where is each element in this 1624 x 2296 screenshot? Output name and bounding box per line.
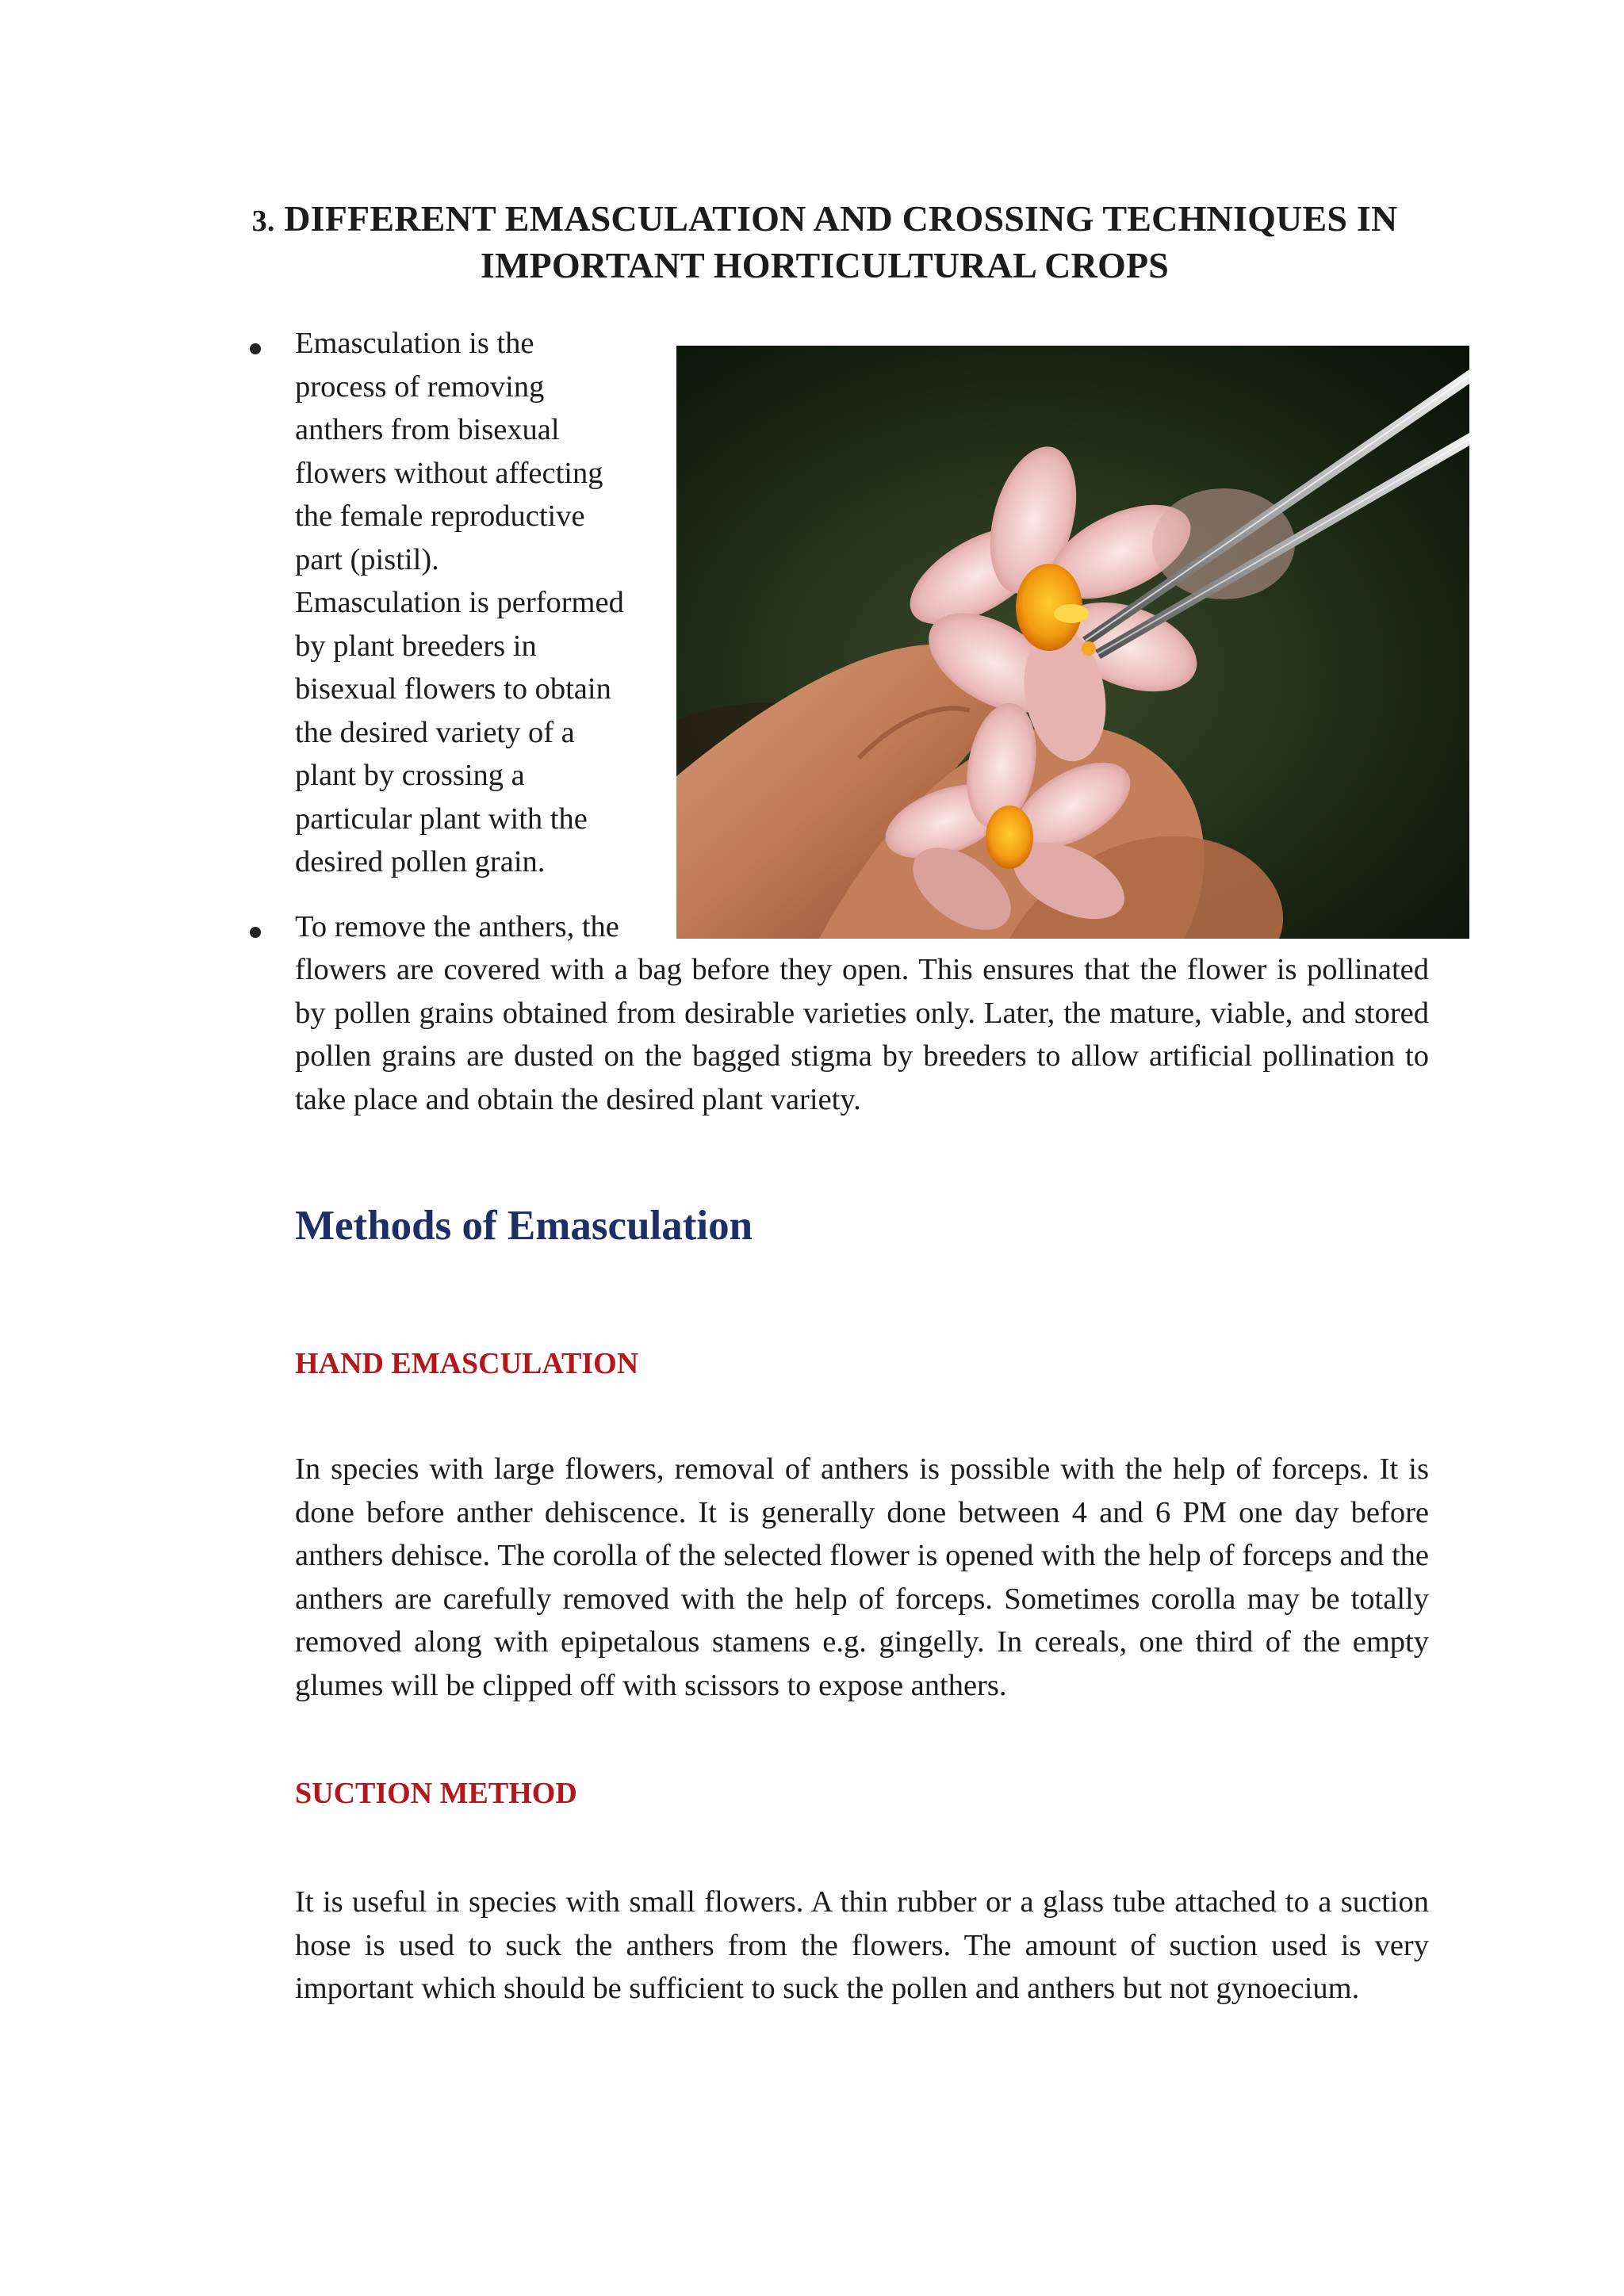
bullet-2-text [295,948,1429,1121]
suction-method-text: It is useful in species with small flowers. A thin rubber or a glass tube attached to a suction hose is used to suck the anthers from the flowers. The amount of suction used is very important which should be sufficient to suck the pollen and anthers but not gynoecium. [295,1885,1429,2005]
page-title [206,197,1443,288]
bullet-1-line: anthers from bisexual [295,413,560,446]
bullet-1-line: bisexual flowers to obtain [295,672,611,706]
hand-emasculation-text: In species with large flowers, removal of anthers is possible with the help of forceps. It is done before anther dehiscence. It is generally done between 4 and 6 PM one day before anthers dehisce. The corolla of the selected flower is opened with the help of forceps and the anthers are carefully removed with the help of forceps. Sometimes corolla may be totally removed along with epipetalous stamens e.g. gingelly. In cereals, one third of the empty glumes will be clipped off with scissors to expose anthers. [295,1452,1429,1702]
bullet-1-line: particular plant with the [295,802,588,836]
bullet-2-first-line: To remove the anthers, the [295,910,619,943]
title-line-2: IMPORTANT HORTICULTURAL CROPS [480,245,1170,285]
bullet-1-line: Emasculation is performed [295,586,624,619]
bullet-1-line: plant by crossing a [295,759,525,792]
bullet-point-2 [250,927,261,938]
methods-heading: Methods of Emasculation [295,1203,753,1249]
section-number: 3. [251,205,275,238]
bullet-2-paragraph: flowers are covered with a bag before they open. This ensures that the flower is pollinated by pollen grains obtained from desirable varieties only. Later, the mature, viable, and stored pollen grains are dusted on the bagged stigma by breeders to allow artificial pollination to take place and obtain the desired plant variety. [295,953,1429,1116]
bullet-1-line: Emasculation is the [295,327,534,360]
bullet-1-line: part (pistil). [295,542,439,576]
suction-method-heading: SUCTION METHOD [295,1777,577,1810]
bullet-point-1 [250,343,261,354]
flower-emasculation-photo [676,346,1469,939]
flower-photo-illustration [676,346,1469,939]
bullet-1-text [295,322,668,884]
hand-emasculation-heading: HAND EMASCULATION [295,1347,639,1380]
bullet-1-line: process of removing [295,369,545,404]
title-line-1: DIFFERENT EMASCULATION AND CROSSING TECHNIQUES IN [284,198,1398,239]
bullet-1-line: the female reproductive [295,499,585,533]
hand-emasculation-paragraph [295,1448,1429,1707]
bullet-1-line: desired pollen grain. [295,845,546,878]
bullet-1-line: flowers without affecting [295,456,603,490]
suction-method-paragraph [295,1881,1429,2011]
bullet-1-line: the desired variety of a [295,715,575,749]
bullet-1-line: by plant breeders in [295,629,537,663]
